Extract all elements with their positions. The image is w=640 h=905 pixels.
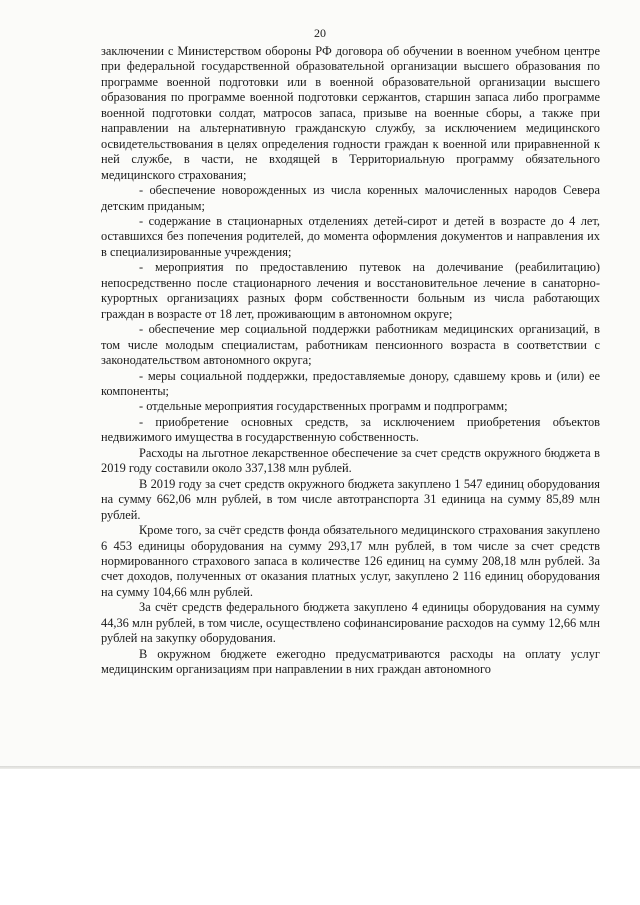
page-number: 20 [314,26,326,40]
paragraph: Расходы на льготное лекарственное обеспечение за счет средств окружного бюджета в 2019 году составили около 337,138 млн рублей. [101,445,600,476]
paragraph: - приобретение основных средств, за исключением приобретения объектов недвижимого имущества в государственную собственность. [101,414,600,445]
paragraph: - обеспечение новорожденных из числа коренных малочисленных народов Севера детским приданым; [101,183,600,213]
paragraph: - обеспечение мер социальной поддержки работникам медицинских организаций, в том числе молодым специалистам, работникам пенсионного возраста в соответствии с законодательством автономного округа; [101,322,600,368]
paragraph: - меры социальной поддержки, предоставляемые донору, сдавшему кровь и (или) ее компоненты; [101,368,600,398]
paragraph: Кроме того, за счёт средств фонда обязательного медицинского страхования закуплено 6 453 единицы оборудования на сумму 293,17 млн рублей, в том числе за счет средств нормированного страхового запаса в количестве 126 единиц на сумму 208,18 млн рублей. За счет доходов, полученных от оказания платных услуг, закуплено 2 116 единиц оборудования на сумму 104,66 млн рублей. [101,523,600,599]
paragraph: - мероприятия по предоставлению путевок на долечивание (реабилитацию) непосредственно после стационарного лечения и восстановительное лечение в санаторно-курортных организациях разных форм собственности больным из числа работающих граждан в возрасте от 18 лет, проживающим в автономном округе; [101,260,600,321]
paragraph: - содержание в стационарных отделениях детей-сирот и детей в возрасте до 4 лет, оставшихся без попечения родителей, до момента оформления документов и направления их в специализированные учреждения; [101,213,600,259]
paragraph: В окружном бюджете ежегодно предусматриваются расходы на оплату услуг медицинским организациям при направлении в них граждан автономного [101,646,600,677]
document-body [101,44,600,678]
page-bottom-edge [0,766,640,769]
paragraph: В 2019 году за счет средств окружного бюджета закуплено 1 547 единиц оборудования на сумму 662,06 млн рублей, в том числе автотранспорта 31 единица на сумму 85,89 млн рублей. [101,476,600,522]
paragraph: заключении с Министерством обороны РФ договора об обучении в военном учебном центре при федеральной государственной образовательной организации высшего образования по программе военной подготовки или в военной образовательной организации высшего образования по программе военной подготовки сержантов, старшин запаса либо программе военной подготовки солдат, матросов запаса, призыве на военные сборы, а также при направлении на альтернативную гражданскую службу, за исключением медицинского освидетельствования в целях определения годности граждан к военной или приравненной к ней службе, в части, не входящей в Территориальную программу обязательного медицинского страхования; [101,44,600,182]
paragraph: - отдельные мероприятия государственных программ и подпрограмм; [139,399,508,414]
paragraph: За счёт средств федерального бюджета закуплено 4 единицы оборудования на сумму 44,36 млн рублей, в том числе, осуществлено софинансирование расходов на сумму 12,66 млн рублей на закупку оборудования. [101,600,600,646]
